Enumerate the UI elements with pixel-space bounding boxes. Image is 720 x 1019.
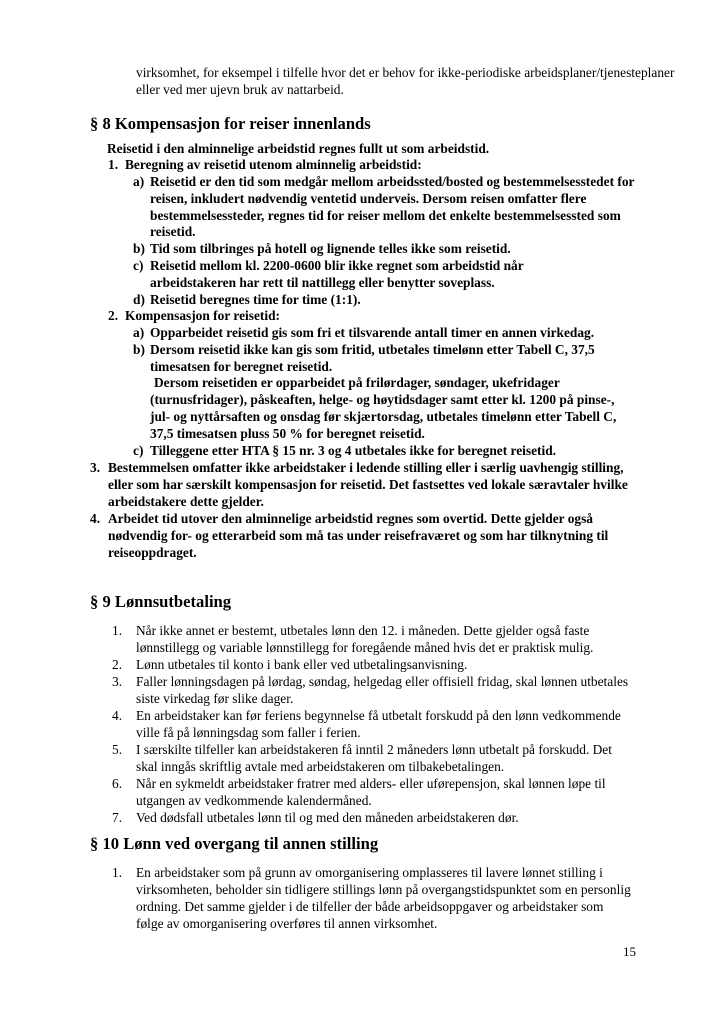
s8-item-1d-letter: d) [133, 291, 145, 307]
section-8-lead: Reisetid i den alminnelige arbeidstid regnes fullt ut som arbeidstid. [107, 141, 490, 156]
s9-item-2-text: Lønn utbetales til konto i bank eller ved utbetalingsanvisning. [136, 657, 468, 672]
s8-item-2a [133, 325, 653, 342]
s9-item-4-number: 4. [112, 708, 123, 723]
s8-item-3-number: 3. [90, 460, 101, 475]
s8-item-1a-text: Reisetid er den tid som medgår mellom arbeidssted/bosted og bestemmelsesstedet for reisen, inkludert nødvendig ventetid underveis. Dersom reisen omfatter flere bestemmelsessteder, regnes tid for reiser mellom det enkelte bestemmelsessted som reisetid. [150, 174, 635, 240]
s9-item-3-text: Faller lønningsdagen på lørdag, søndag, helgedag eller offisiell fridag, skal lønnen utbetales siste virkedag før slike dager. [136, 674, 629, 706]
s9-item-6 [112, 775, 632, 809]
s9-item-4-text: En arbeidstaker kan før feriens begynnelse få utbetalt forskudd på den lønn vedkommende ville få på lønningsdag som faller i ferien. [136, 708, 621, 740]
s10-item-1-text: En arbeidstaker som på grunn av omorganisering omplasseres til lavere lønnet stilling i virksomheten, beholder sin tidligere stillings lønn på overgangstidspunktet som en personlig ordning. Det samme gjelder i de tilfeller der både arbeidsoppgaver og arbeidstaker som følge av omorganisering overføres til annen virksomhet. [136, 865, 631, 931]
s8-item-4-text: Arbeidet tid utover den alminnelige arbeidstid regnes som overtid. Dette gjelder også nødvendig for- og etterarbeid som må tas under reisefraværet og som har tilknytning til reiseoppdraget. [108, 511, 609, 560]
section-10-list [112, 864, 632, 932]
s8-item-1b-letter: b) [133, 241, 145, 257]
s8-item-3-text: Bestemmelsen omfatter ikke arbeidstaker i ledende stilling eller i særlig uavhengig stilling, eller som har særskilt kompensasjon for reisetid. Det fastsettes ved lokale særavtaler hvilke arbeidstakere dette gjelder. [108, 460, 628, 509]
section-8-heading: § 8 Kompensasjon for reiser innenlands [90, 114, 371, 133]
s8-item-2-text: Kompensasjon for reisetid: [125, 308, 280, 323]
s8-item-1d-text: Reisetid beregnes time for time (1:1). [150, 291, 361, 307]
s8-item-1c [133, 258, 545, 292]
s9-item-7 [112, 809, 632, 826]
s8-item-1b-text: Tid som tilbringes på hotell og lignende telles ikke som reisetid. [150, 241, 511, 257]
s8-sublist-2 [133, 325, 653, 459]
s9-item-1-number: 1. [112, 623, 123, 638]
s10-item-1-number: 1. [112, 865, 123, 880]
s8-item-2-number: 2. [108, 308, 119, 323]
s8-item-2c-letter: c) [133, 442, 144, 458]
s8-item-2c-text: Tilleggene etter HTA § 15 nr. 3 og 4 utbetales ikke for beregnet reisetid. [150, 442, 557, 458]
s10-item-1 [112, 864, 632, 932]
s9-item-1-text: Når ikke annet er bestemt, utbetales lønn den 12. i måneden. Dette gjelder også faste lønnstillegg og variable lønnstillegg for foregående måned hvis det er praktisk mulig. [136, 623, 594, 655]
s8-item-1b [133, 241, 643, 258]
s8-item-4-number: 4. [90, 511, 101, 526]
s8-item-2b-letter: b) [133, 341, 145, 357]
s9-item-7-number: 7. [112, 810, 123, 825]
s8-item-1a-letter: a) [133, 174, 145, 189]
s8-item-4 [90, 511, 635, 561]
section-9-list [112, 622, 632, 826]
s9-item-3-number: 3. [112, 674, 123, 689]
s9-item-6-text: Når en sykmeldt arbeidstaker fratrer med alders- eller uførepensjon, skal lønnen løpe til utgangen av vedkommende kalendermåned. [136, 776, 606, 808]
s8-item-1c-letter: c) [133, 257, 144, 273]
s8-item-2b [133, 342, 620, 443]
s8-item-1c-text: Reisetid mellom kl. 2200-0600 blir ikke regnet som arbeidstid når arbeidstakeren har rett til nattillegg eller benytter soveplass. [150, 257, 524, 290]
s8-item-2c [133, 443, 653, 460]
s8-item-1-text: Beregning av reisetid utenom alminnelig arbeidstid: [125, 157, 422, 172]
s9-item-2-number: 2. [112, 657, 123, 672]
s8-item-1d [133, 292, 643, 309]
s8-item-1-number: 1. [108, 157, 119, 172]
s9-item-1 [112, 622, 632, 656]
s9-item-2 [112, 656, 632, 673]
page-number: 15 [623, 944, 636, 959]
s8-item-1a [133, 174, 643, 241]
s8-item-2b-text: Dersom reisetid ikke kan gis som fritid, utbetales timelønn etter Tabell C, 37,5 timesatsen for beregnet reisetid. [150, 341, 595, 374]
s9-item-3 [112, 673, 632, 707]
s9-item-5 [112, 741, 632, 775]
s8-item-3 [90, 460, 635, 510]
section-10-heading: § 10 Lønn ved overgang til annen stilling [90, 834, 379, 853]
s8-item-2b-text-continued: Dersom reisetiden er opparbeidet på frilørdager, søndager, ukefridager (turnusfridager), påskeaften, helge- og høytidsdager samt etter kl. 1200 på pinse-, jul- og nyttårsaften og onsdag før skjærtorsdag, utbetales timelønn etter Tabell C, 37,5 timesatsen pluss 50 % for beregnet reisetid. [150, 375, 617, 441]
section-9-heading: § 9 Lønnsutbetaling [90, 592, 232, 611]
s9-item-5-text: I særskilte tilfeller kan arbeidstakeren få inntil 2 måneders lønn utbetalt på forskudd. Det skal inngås skriftlig avtale med arbeidstakeren om tilbakebetalingen. [136, 742, 612, 774]
s9-item-4 [112, 707, 632, 741]
s9-item-6-number: 6. [112, 776, 123, 791]
s9-item-5-number: 5. [112, 742, 123, 757]
s8-item-2a-text: Opparbeidet reisetid gis som fri et tilsvarende antall timer en annen virkedag. [150, 325, 595, 340]
s9-item-7-text: Ved dødsfall utbetales lønn til og med den måneden arbeidstakeren dør. [136, 810, 519, 825]
s8-item-1 [108, 157, 648, 174]
s8-item-2 [108, 308, 648, 325]
intro-paragraph: virksomhet, for eksempel i tilfelle hvor det er behov for ikke-periodiske arbeidsplaner/tjenesteplaner eller ved mer ujevn bruk av nattarbeid. [136, 65, 675, 97]
s8-sublist-1 [133, 174, 643, 308]
s8-item-2a-letter: a) [133, 325, 145, 340]
